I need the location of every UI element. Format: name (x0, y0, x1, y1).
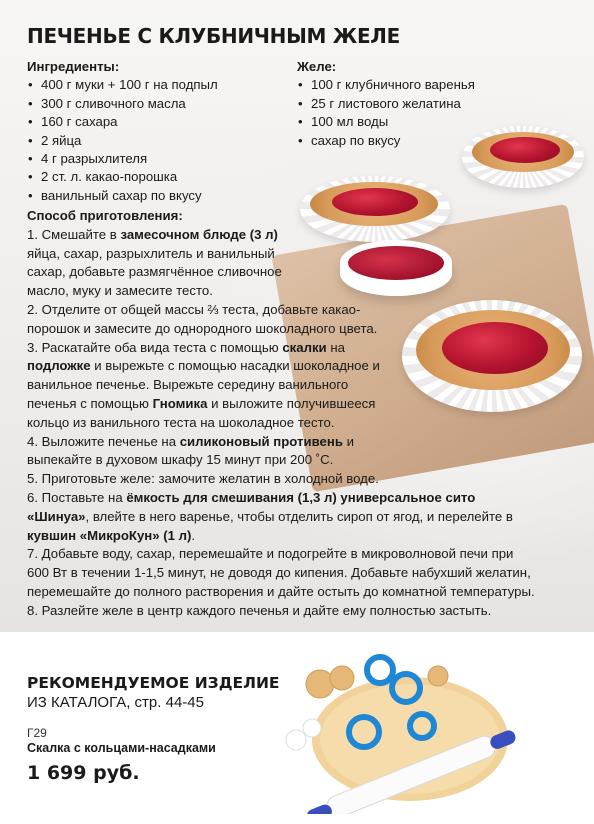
ingredients-list (27, 76, 287, 205)
jelly-block (297, 58, 497, 150)
ingredient-item: • 2 яйца (27, 132, 287, 150)
method-step-1: 1. Смешайте в замесочном блюде (3 л) яйца, сахар, разрыхлитель и ванильный сахар, добавьте размягчённое сливочное масло, муку и замесите тесто. (27, 226, 282, 299)
ingredient-item: • ванильный сахар по вкусу (27, 187, 287, 205)
ingredients-block (27, 58, 287, 205)
method-step-3: 3. Раскатайте оба вида теста с помощью скалки на подложке и вырежьте с помощью насадки шоколадное и ванильное печенье. Вырежьте середину ванильного печенья с помощью Гномика и выложите получившееся кольцо из ванильного теста на шоколадное тесто. (27, 339, 380, 430)
rolling-pin-product-image (280, 644, 530, 814)
recipe-title: ПЕЧЕНЬЕ С КЛУБНИЧНЫМ ЖЕЛЕ (27, 24, 400, 48)
promo-subtitle: ИЗ КАТАЛОГА, стр. 44-45 (27, 694, 204, 711)
jelly-item: • 100 г клубничного варенья (297, 76, 497, 94)
ingredient-item: • 4 г разрыхлителя (27, 150, 287, 168)
product-name: Скалка с кольцами-насадками (27, 741, 216, 755)
method-step-8: 8. Разлейте желе в центр каждого печенья и дайте ему полностью застыть. (27, 602, 492, 618)
promo-title: РЕКОМЕНДУЕМОЕ ИЗДЕЛИЕ (27, 674, 280, 692)
method-step-7: 7. Добавьте воду, сахар, перемешайте и подогрейте в микроволновой печи при 600 Вт в течении 1-1,5 минут, не доводя до кипения. Добавьте набухший желатин, перемешайте до полного растворения и дайте остыть до комнатной температуры. (27, 546, 535, 599)
jelly-heading: Желе: (297, 59, 337, 74)
ingredient-item: • 2 ст. л. какао-порошка (27, 168, 287, 186)
method-step-2: 2. Отделите от общей массы ⅔ теста, добавьте какао-порошок и замесите до однородного шоколадного цвета. (27, 301, 378, 336)
ingredient-item: • 400 г муки + 100 г на подпыл (27, 76, 287, 94)
method-step-6: 6. Поставьте на ёмкость для смешивания (1,3 л) универсальное сито «Шинуа», влейте в него варенье, чтобы отделить сироп от ягод, и перелейте в кувшин «МикроКун» (1 л). (27, 489, 513, 543)
jelly-list (297, 76, 497, 150)
jelly-item: • сахар по вкусу (297, 132, 497, 150)
jelly-item: • 25 г листового желатина (297, 95, 497, 113)
ingredients-heading: Ингредиенты: (27, 59, 120, 74)
ingredient-item: • 300 г сливочного масла (27, 95, 287, 113)
product-code: Г29 (27, 726, 47, 740)
method-heading: Способ приготовления: (27, 208, 183, 223)
method-block (27, 207, 547, 621)
method-step-4: 4. Выложите печенье на силиконовый противень и выпекайте в духовом шкафу 15 минут при 200 ˚С. (27, 433, 354, 468)
method-step-5: 5. Приготовьте желе: замочите желатин в холодной воде. (27, 471, 379, 487)
product-price: 1 699 руб. (27, 762, 140, 784)
recommended-product (0, 632, 594, 824)
jelly-item: • 100 мл воды (297, 113, 497, 131)
ingredient-item: • 160 г сахара (27, 113, 287, 131)
